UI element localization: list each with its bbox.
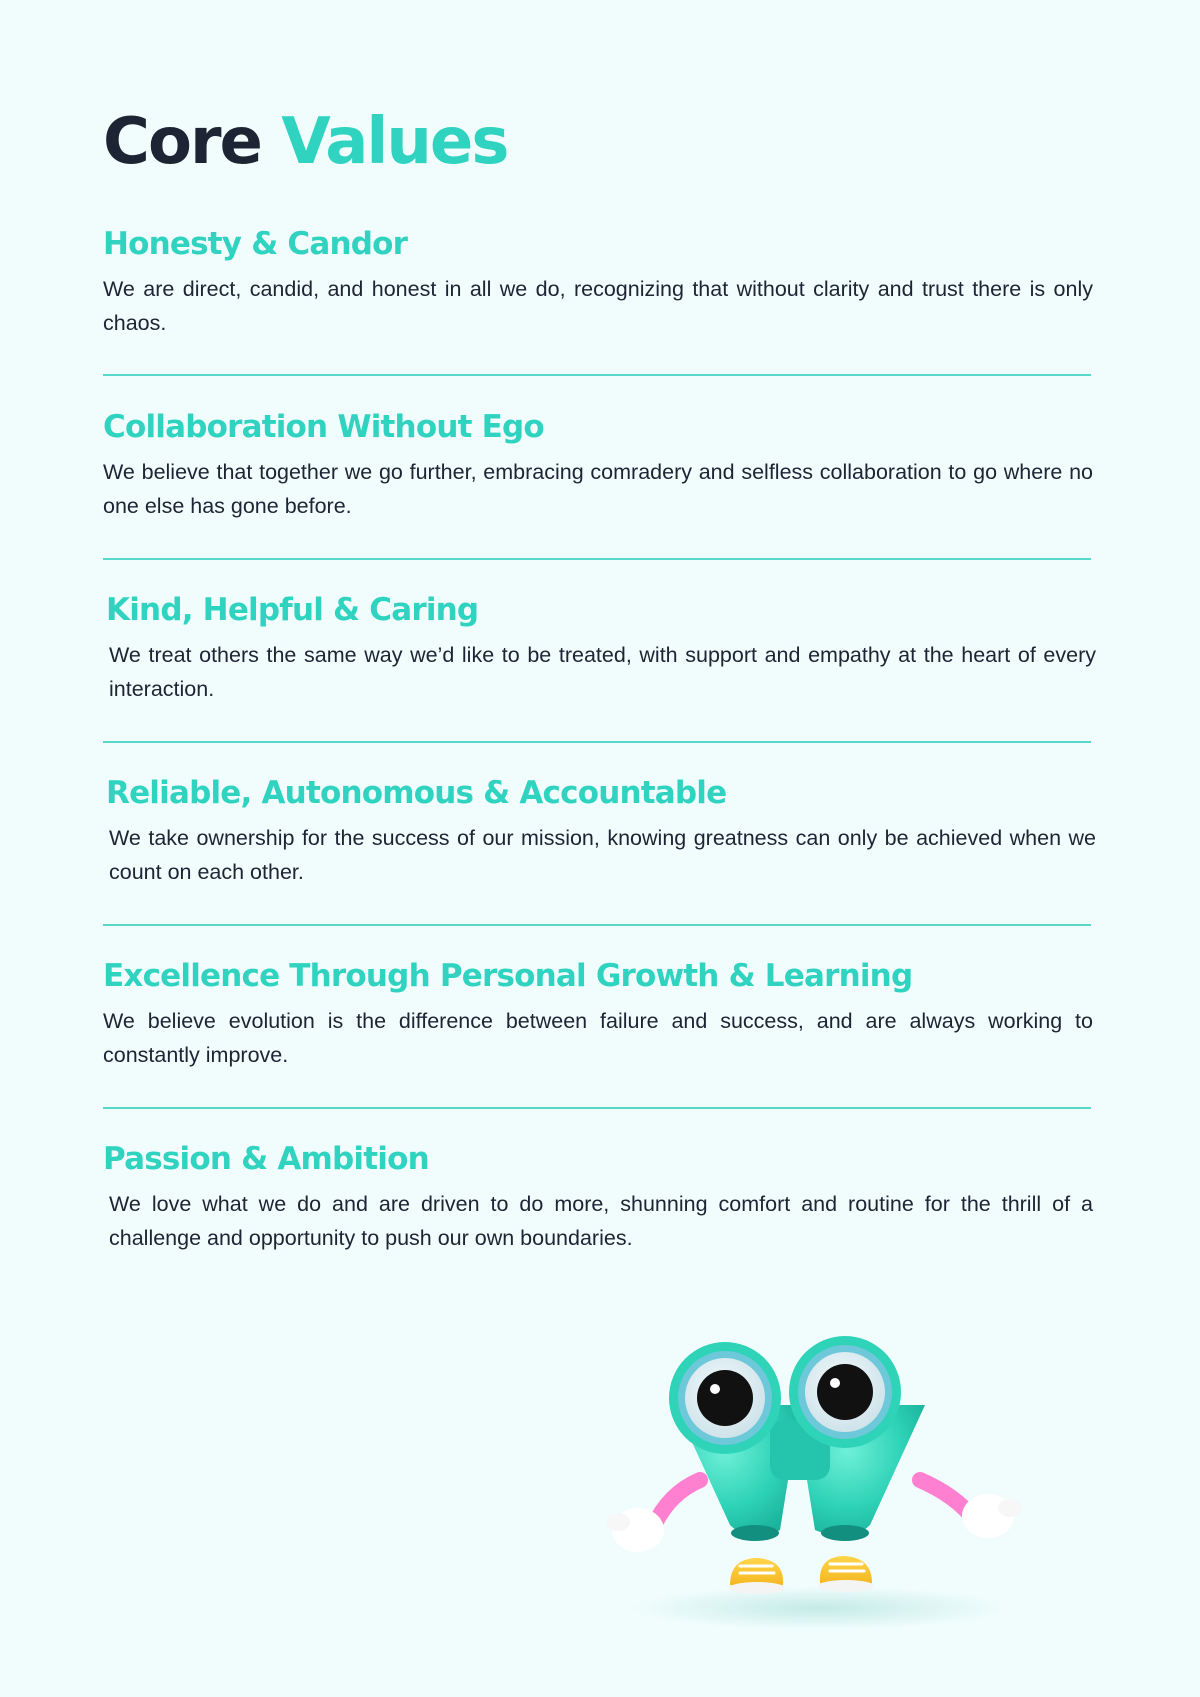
- section-divider: [103, 741, 1091, 743]
- value-kind-helpful-caring: [106, 590, 1096, 706]
- value-honesty-candor: [103, 224, 1093, 340]
- value-description: We treat others the same way we’d like to be treated, with support and empathy at the heart of every interaction.: [109, 643, 1096, 701]
- value-description: We believe that together we go further, embracing comradery and selfless collaboration to go where no one else has gone before.: [103, 460, 1093, 518]
- value-description: We are direct, candid, and honest in all we do, recognizing that without clarity and trust there is only chaos.: [103, 277, 1093, 335]
- value-heading: Kind, Helpful & Caring: [106, 592, 479, 628]
- value-passion-ambition: [103, 1139, 1093, 1255]
- value-heading: Excellence Through Personal Growth & Learning: [103, 958, 913, 994]
- value-description: We believe evolution is the difference between failure and success, and are always working to constantly improve.: [103, 1009, 1093, 1067]
- value-heading: Collaboration Without Ego: [103, 409, 544, 445]
- section-divider: [103, 374, 1091, 376]
- value-description: We love what we do and are driven to do more, shunning comfort and routine for the thrill of a challenge and opportunity to push our own boundaries.: [109, 1192, 1093, 1250]
- value-excellence-growth-learning: [103, 956, 1093, 1072]
- value-reliable-autonomous-accountable: [106, 773, 1096, 889]
- section-divider: [103, 558, 1091, 560]
- value-heading: Passion & Ambition: [103, 1141, 429, 1177]
- page-title-part1: Core: [103, 105, 261, 179]
- page-title-part2: Values: [281, 105, 508, 179]
- binoculars-mascot-icon: [580, 1330, 1060, 1650]
- page-title: [103, 104, 507, 180]
- value-heading: Honesty & Candor: [103, 226, 408, 262]
- section-divider: [103, 1107, 1091, 1109]
- value-heading: Reliable, Autonomous & Accountable: [106, 775, 727, 811]
- section-divider: [103, 924, 1091, 926]
- value-description: We take ownership for the success of our mission, knowing greatness can only be achieved when we count on each other.: [109, 826, 1096, 884]
- value-collaboration-without-ego: [103, 407, 1093, 523]
